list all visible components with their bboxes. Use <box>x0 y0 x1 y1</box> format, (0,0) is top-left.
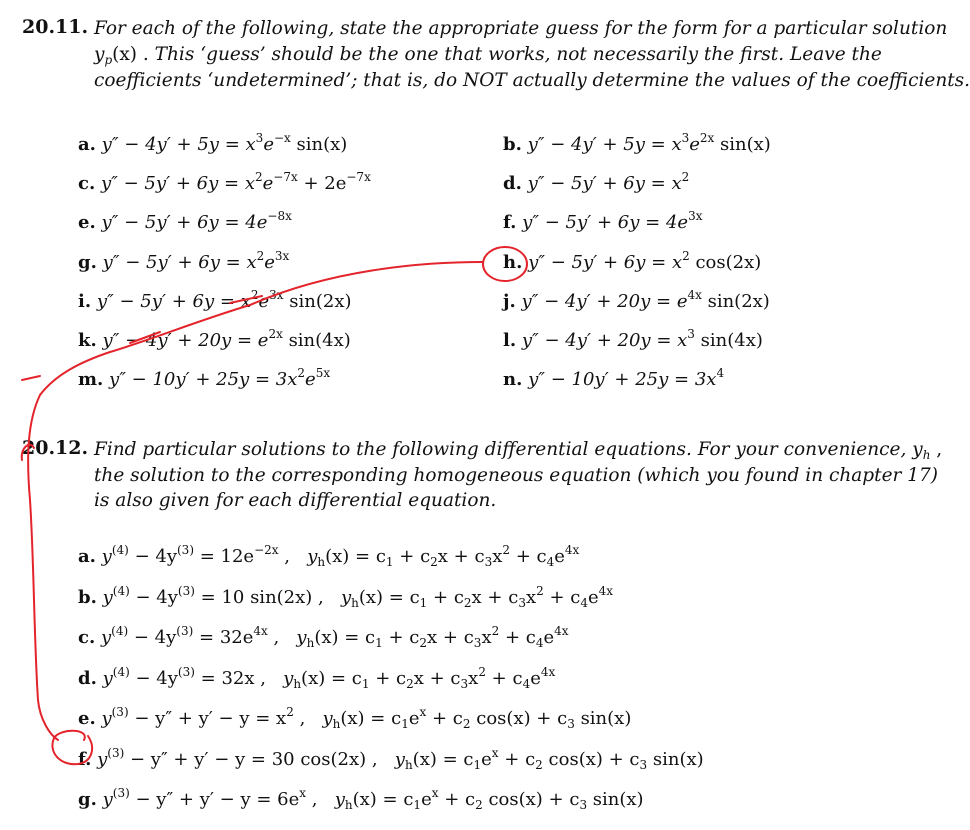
lhs-y-order: (3) <box>111 705 129 719</box>
c3b-sub: 3 <box>639 757 648 772</box>
rhs-term-3: sin(2x) <box>283 290 352 312</box>
lhs-y-order: (4) <box>112 664 130 679</box>
equation-lhs: y″ − 5y′ + 6y <box>96 290 215 312</box>
yh-rest: (x) = c <box>340 708 402 729</box>
equation-item <box>78 543 580 569</box>
term-4: + c <box>485 667 523 689</box>
rhs-term-2: e <box>262 173 274 195</box>
rhs-term-1: x <box>671 134 682 155</box>
problem-20-12-line-3: is also given for each differential equation. <box>94 490 497 511</box>
equals-sign: = <box>650 173 666 195</box>
item-label: m. <box>78 369 104 391</box>
problem-20-12-line-1 <box>94 438 942 462</box>
lhs-y: y <box>102 586 113 608</box>
yh-subscript: h <box>922 448 931 462</box>
equation-item <box>78 209 292 234</box>
rhs: = 32x <box>194 667 255 689</box>
term-3-exp: 2 <box>478 664 486 679</box>
yh-subscript: h <box>293 676 302 691</box>
term-2-exp: x <box>431 786 439 800</box>
rhs-term-3: sin(x) <box>290 134 348 155</box>
equals-sign: = <box>225 251 241 273</box>
equation-item <box>503 248 762 273</box>
c1-sub: 1 <box>385 555 394 569</box>
term-4-exp: 4x <box>554 624 569 638</box>
equation-lhs: y″ − 5y′ + 6y <box>527 173 645 195</box>
term-2: + c <box>382 627 420 648</box>
term-4-exp: 4x <box>598 583 614 598</box>
separator-comma: , <box>366 748 378 770</box>
lhs-rest-sup: (3) <box>176 624 194 638</box>
rhs-term-1-exp: 2 <box>681 170 690 185</box>
item-label: i. <box>78 290 92 312</box>
term-4: + c <box>510 546 547 567</box>
lhs-rest-sup: x <box>299 786 307 800</box>
equation-item <box>78 366 331 391</box>
yp-symbol: y <box>94 44 105 65</box>
equals-sign: = <box>224 134 240 155</box>
equation-item <box>503 287 770 312</box>
problem-20-11-line-2-text: This ‘guess’ should be the one that works, not necessarily the first. Leave the <box>154 44 882 65</box>
term-3b: x <box>468 667 479 689</box>
rhs-term-1: x <box>246 251 257 273</box>
problem-20-11-line-2 <box>94 43 882 67</box>
c2-sub: 2 <box>463 595 472 610</box>
rhs-term-1-exp: 2 <box>250 287 259 302</box>
term-3-exp: 2 <box>491 624 500 638</box>
item-label: a. <box>78 134 96 155</box>
problem-20-11-line-1: For each of the following, state the appropriate guess for the form for a particular solution <box>94 18 948 39</box>
equation-lhs: y″ − 4y′ + 20y <box>521 290 651 312</box>
lhs-y-order: (3) <box>112 786 130 800</box>
rhs-term-2: e <box>264 251 275 273</box>
equals-sign: = <box>655 290 672 312</box>
problem-20-11-line-3: coefficients ‘undetermined’; that is, do NOT actually determine the values of the coefficients. <box>94 70 970 91</box>
equation-lhs: y″ − 4y′ + 20y <box>521 330 651 351</box>
rhs-term-1: 3x <box>275 369 298 391</box>
separator-comma: , <box>293 708 306 729</box>
equation-item <box>503 131 771 155</box>
item-label: g. <box>78 789 97 810</box>
equals-sign: = <box>219 290 235 312</box>
item-label: c. <box>78 173 96 195</box>
c1-sub: 1 <box>401 717 409 731</box>
term-2b: x + c <box>437 546 485 567</box>
rhs-term-3: sin(4x) <box>282 330 351 351</box>
item-label: j. <box>503 290 516 312</box>
lhs-rest: − 4y <box>129 586 178 608</box>
yh-symbol: y <box>912 439 923 460</box>
rhs-term-2-exp: −x <box>273 131 291 145</box>
yh-subscript: h <box>404 757 413 772</box>
c3-sub: 3 <box>518 595 526 610</box>
lhs-rest-sup: 2 <box>286 705 294 719</box>
term-2: + c <box>369 667 407 689</box>
lhs-y: y <box>102 667 113 689</box>
rhs-term-1-exp: 3x <box>688 209 703 224</box>
rhs-term-1: 3x <box>694 369 717 391</box>
yh-symbol: y <box>394 748 405 770</box>
equals-sign: = <box>224 212 240 234</box>
term-3b: x <box>492 546 503 567</box>
yh-subscript: h <box>306 636 315 650</box>
yh-rest: (x) = c <box>412 748 474 770</box>
equation-item <box>78 664 556 691</box>
lhs-rest: − 4y <box>129 667 178 689</box>
equation-lhs: y″ − 4y′ + 20y <box>102 330 232 351</box>
yh-symbol: y <box>340 586 352 608</box>
lhs-rest: − y″ + y′ − y = 30 cos(2x) <box>124 748 367 770</box>
equation-item <box>78 287 352 312</box>
term-3b: x <box>481 627 492 648</box>
rhs-term-2: e <box>689 134 700 155</box>
yh-comma: , <box>930 439 943 460</box>
rhs-term-1-exp: 3 <box>687 327 695 341</box>
equals-sign: = <box>674 369 690 391</box>
lhs-y: y <box>101 546 112 567</box>
equation-lhs: y″ − 4y′ + 5y <box>101 134 219 155</box>
rhs-term-2: e <box>258 290 270 312</box>
c1-sub: 1 <box>473 757 482 772</box>
term-2b: x + c <box>471 586 519 608</box>
term-2b: + c <box>426 708 463 729</box>
rhs-term-2: e <box>305 369 316 391</box>
term-2: + c <box>427 586 464 608</box>
term-4: sin(x) <box>574 708 632 729</box>
equation-item <box>503 170 690 195</box>
equation-item <box>78 745 704 772</box>
item-label: k. <box>78 330 97 351</box>
term-2b: + c <box>438 789 476 810</box>
equation-item <box>78 705 632 731</box>
item-label: f. <box>503 212 517 234</box>
yh-symbol: y <box>296 627 307 648</box>
c3-sub: 3 <box>460 676 469 691</box>
c3-sub: 2 <box>535 757 543 772</box>
lhs-rest-sup: (3) <box>177 583 195 598</box>
equation-lhs: y″ − 4y′ + 5y <box>527 134 645 155</box>
yp-subscript: p <box>104 53 113 67</box>
c3-sub: 2 <box>462 717 471 731</box>
equation-lhs: y″ − 5y′ + 6y <box>528 251 646 273</box>
term-4b: e <box>554 546 565 567</box>
c3b-sub: 3 <box>567 717 575 731</box>
yh-rest: (x) = c <box>301 667 362 689</box>
term-3b: cos(x) + c <box>482 789 580 810</box>
yp-arg: (x) . <box>112 44 149 65</box>
c4-sub: 4 <box>546 555 555 569</box>
item-label: d. <box>503 173 522 195</box>
c3-sub: 3 <box>484 555 493 569</box>
rhs-term-1-exp: 2 <box>682 248 690 263</box>
rhs-term-2: e <box>263 134 274 155</box>
problem-number-20-11: 20.11. <box>22 16 89 38</box>
term-4: + c <box>499 627 536 648</box>
term-3b: cos(x) + c <box>470 708 568 729</box>
yh-subscript: h <box>317 555 326 569</box>
equation-lhs: y″ − 5y′ + 6y <box>522 212 640 234</box>
term-3-exp: 2 <box>536 583 544 598</box>
separator-comma: , <box>254 667 266 689</box>
equation-item <box>78 327 351 351</box>
rhs-term-1: 4e <box>245 212 268 234</box>
yh-symbol: y <box>322 708 333 729</box>
rhs-exp: 4x <box>253 624 268 638</box>
rhs-term-1-exp: −8x <box>267 209 292 224</box>
rhs-term-2-exp: 2x <box>699 131 715 145</box>
equals-sign: = <box>656 330 672 351</box>
lhs-y: y <box>102 789 113 810</box>
rhs: = 10 sin(2x) <box>194 586 313 608</box>
yh-symbol: y <box>334 789 345 810</box>
rhs-term-3: + 2e <box>297 173 347 195</box>
term-4-exp: 4x <box>540 664 556 679</box>
c4-sub: 4 <box>535 636 544 650</box>
hook-mark-m <box>22 376 40 380</box>
term-4: sin(x) <box>647 748 704 770</box>
equals-sign: = <box>236 330 253 351</box>
separator-comma: , <box>306 789 318 810</box>
lhs-y: y <box>101 708 112 729</box>
rhs-term-1-exp: 2x <box>268 327 283 341</box>
lhs-rest: − 4y <box>128 627 177 648</box>
rhs-term-1: e <box>257 330 269 351</box>
item-label: e. <box>78 212 96 234</box>
rhs-term-1: x <box>245 134 256 155</box>
rhs-term-1-exp: 4x <box>687 287 702 302</box>
rhs-exp: −2x <box>254 543 279 557</box>
separator-comma: , <box>267 627 280 648</box>
rhs-term-2-exp: 3x <box>269 287 284 302</box>
c2-sub: 2 <box>406 676 414 691</box>
rhs-term-2-exp: 3x <box>274 248 290 263</box>
item-label: f. <box>78 748 92 770</box>
rhs-term-1-exp: 3 <box>681 131 690 145</box>
equation-lhs: y″ − 10y′ + 25y <box>528 369 669 391</box>
rhs-term-3: sin(x) <box>714 134 771 155</box>
lhs-y: y <box>97 748 108 770</box>
equation-item <box>78 248 290 273</box>
rhs-term-1-exp: 4 <box>716 366 725 381</box>
yh-rest: (x) = c <box>325 546 386 567</box>
problem-20-12-line-2: the solution to the corresponding homogeneous equation (which you found in chapter 17) <box>94 465 938 486</box>
c1-sub: 1 <box>375 636 383 650</box>
c4-sub: 4 <box>580 595 588 610</box>
equation-item <box>503 327 763 351</box>
separator-comma: , <box>278 546 291 567</box>
rhs-term-3: sin(4x) <box>694 330 763 351</box>
c1-sub: 1 <box>419 595 428 610</box>
rhs-term-1: x <box>671 173 682 195</box>
problem-20-12-line-1-text: Find particular solutions to the following differential equations. For your convenience, <box>94 439 907 460</box>
equation-item <box>78 131 348 155</box>
yh-subscript: h <box>351 595 359 610</box>
lhs-rest-sup: (3) <box>177 664 195 679</box>
c1-sub: 1 <box>361 676 370 691</box>
item-label: b. <box>78 586 97 608</box>
equation-item <box>78 786 644 812</box>
term-2b: x + c <box>427 627 474 648</box>
rhs-term-1: x <box>240 290 251 312</box>
item-label: h. <box>503 251 523 273</box>
c3-sub: 3 <box>473 636 482 650</box>
equation-lhs: y″ − 10y′ + 25y <box>109 369 250 391</box>
equation-item <box>78 583 614 610</box>
item-label: c. <box>78 627 96 648</box>
equation-item <box>78 170 371 195</box>
yh-symbol: y <box>307 546 318 567</box>
equation-item <box>503 209 703 234</box>
term-2: e <box>408 708 420 729</box>
term-3-exp: 2 <box>502 543 510 557</box>
rhs-term-1-exp: 2 <box>254 170 263 185</box>
equation-lhs: y″ − 5y′ + 6y <box>102 251 220 273</box>
yh-rest: (x) = c <box>358 586 420 608</box>
separator-comma: , <box>312 586 324 608</box>
lhs-rest: − y″ + y′ − y = x <box>128 708 287 729</box>
item-label: b. <box>503 134 522 155</box>
term-2: e <box>481 748 492 770</box>
term-4: sin(x) <box>587 789 644 810</box>
c4-sub: 4 <box>522 676 531 691</box>
yh-subscript: h <box>332 717 341 731</box>
lhs-y-order: (4) <box>111 624 129 638</box>
rhs-term-1: x <box>244 173 255 195</box>
problem-number-20-12: 20.12. <box>22 437 89 459</box>
rhs-term-1: 4e <box>665 212 689 234</box>
yh-symbol: y <box>283 667 294 689</box>
rhs-term-2-exp: −7x <box>273 170 298 185</box>
rhs-term-1-exp: 3 <box>255 131 264 145</box>
equals-sign: = <box>223 173 240 195</box>
equals-sign: = <box>254 369 271 391</box>
c3-sub: 2 <box>475 798 483 812</box>
rhs-term-1: x <box>671 251 683 273</box>
term-4: + c <box>543 586 581 608</box>
lhs-y-order: (3) <box>107 745 125 760</box>
lhs-y-order: (4) <box>111 543 129 557</box>
rhs-term-1: x <box>677 330 688 351</box>
c3b-sub: 3 <box>579 798 588 812</box>
lhs-rest: − 4y <box>128 546 177 567</box>
lhs-rest: − y″ + y′ − y = 6e <box>129 789 300 810</box>
equation-lhs: y″ − 5y′ + 6y <box>101 212 219 234</box>
rhs: = 12e <box>194 546 255 567</box>
item-label: g. <box>78 251 97 273</box>
term-4b: e <box>530 667 541 689</box>
term-3b: x <box>525 586 537 608</box>
equals-sign: = <box>651 251 667 273</box>
term-2-exp: x <box>419 705 427 719</box>
equals-sign: = <box>650 134 666 155</box>
yh-rest: (x) = c <box>352 789 414 810</box>
term-2b: + c <box>498 748 536 770</box>
term-2-exp: x <box>491 745 499 760</box>
c2-sub: 2 <box>419 636 428 650</box>
c1-sub: 1 <box>413 798 422 812</box>
rhs-term-1-exp: 2 <box>297 366 306 381</box>
lhs-y-order: (4) <box>112 583 130 598</box>
equals-sign: = <box>645 212 661 234</box>
rhs-term-3-exp: −7x <box>346 170 371 185</box>
yh-rest: (x) = c <box>314 627 376 648</box>
item-label: e. <box>78 708 96 729</box>
item-label: l. <box>503 330 517 351</box>
term-2b: x + c <box>413 667 461 689</box>
rhs: = 32e <box>193 627 254 648</box>
item-label: d. <box>78 667 97 689</box>
equation-item <box>78 624 569 650</box>
rhs-term-1: e <box>676 290 688 312</box>
term-3b: cos(x) + c <box>542 748 640 770</box>
equation-item <box>503 366 725 391</box>
term-4b: e <box>543 627 555 648</box>
c2-sub: 2 <box>430 555 438 569</box>
lhs-rest-sup: (3) <box>177 543 194 557</box>
item-label: a. <box>78 546 96 567</box>
rhs-term-3: sin(2x) <box>701 290 770 312</box>
term-4b: e <box>588 586 599 608</box>
term-2: + c <box>393 546 431 567</box>
term-4-exp: 4x <box>564 543 580 557</box>
lhs-y: y <box>100 627 112 648</box>
rhs-term-1-exp: 2 <box>256 248 265 263</box>
term-2: e <box>421 789 432 810</box>
rhs-term-2-exp: 5x <box>315 366 331 381</box>
yh-subscript: h <box>344 798 353 812</box>
equation-lhs: y″ − 5y′ + 6y <box>100 173 219 195</box>
rhs-term-3: cos(2x) <box>689 251 762 273</box>
item-label: n. <box>503 369 523 391</box>
